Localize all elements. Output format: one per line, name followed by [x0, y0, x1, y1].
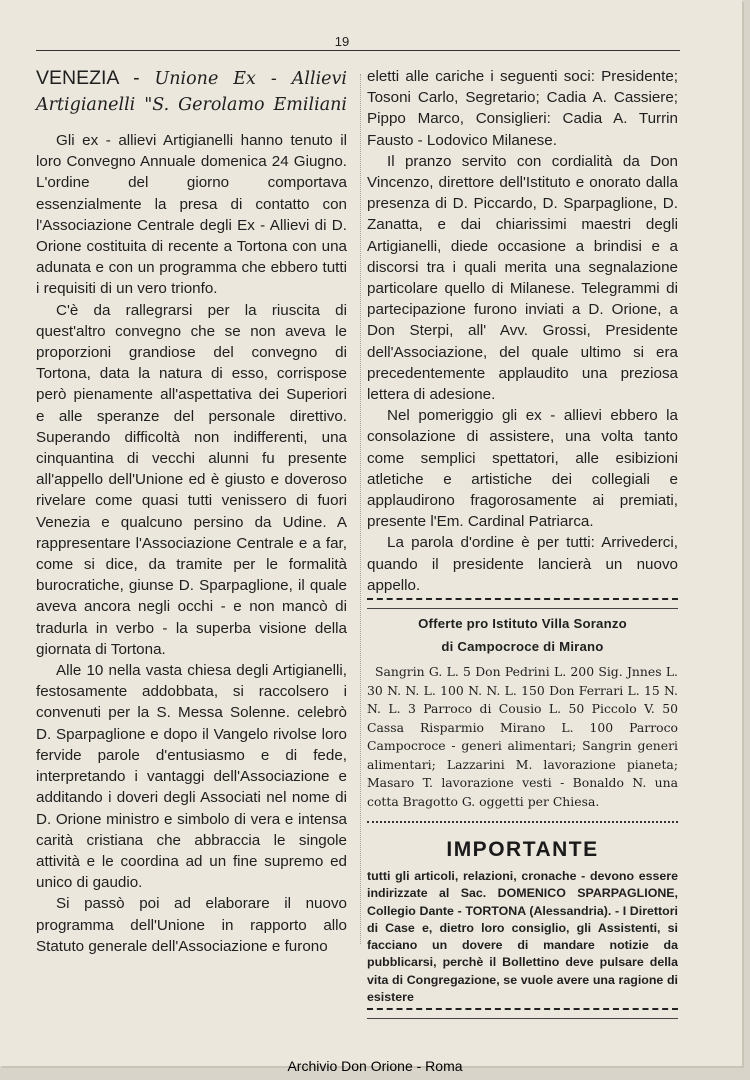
article-paragraph: Gli ex - allievi Artigianelli hanno tenuto il loro Convegno Annuale domenica 24 Giugno. L'ordine del giorno comportava essenzialmente la presa di contatto con l'Associazione Centrale degli Ex - Allievi di D. Orione costituita di recente a Tortona con una adunata e con un programma che ebbero tutti i requisiti di un vero trionfo. — [36, 132, 347, 298]
article-paragraph: Nel pomeriggio gli ex - allievi ebbero la consolazione di assistere, una volta tanto come semplici spettatori, alle esibizioni atletiche e artistiche dei collegiali e applaudirono fragorosamente ai premiati, presente l'Em. Cardinal Patriarca. — [367, 407, 678, 531]
archive-footer: Archivio Don Orione - Roma — [287, 1058, 463, 1074]
offerte-list: Sangrin G. L. 5 Don Pedrini L. 200 Sig. Jnnes L. 30 N. N. L. 100 N. N. L. 150 Don Ferrari L. 15 N. N. L. 3 Parroco di Cousio L. 50 Piccolo V. 50 Cassa Risparmio Mirano L. 100 Parroco Campocroce - generi alimentari; Sangrin generi alimentari; Lazzarini M. lavorazione pianeta; Masaro T. lavorazione vesti - Bonaldo N. una cotta Bragotto G. oggetti per Chiesa. — [367, 664, 678, 809]
ornamental-rule — [367, 1008, 678, 1019]
importante-text: tutti gli articoli, relazioni, cronache - devono essere indirizzate al Sac. DOMENICO SPARPAGLIONE, Collegio Dante - TORTONA (Alessandria). - I Direttori di Case e, dietro loro consiglio, gli Assistenti, si facciano un dovere di mandare notizie da pubblicarsi, perchè il Bollettino deve pulsare della vita di Congregazione, se vuole avere una ragione di esistere — [367, 869, 678, 1004]
ornamental-rule — [367, 817, 678, 823]
importante-notice — [367, 839, 678, 1006]
article-paragraph: La parola d'ordine è per tutti: Arrivederci, quando il presidente lancierà un nuovo appello. — [367, 534, 678, 594]
column-divider — [360, 74, 361, 944]
ornamental-rule — [367, 598, 678, 609]
article-title — [36, 66, 347, 118]
left-column — [36, 66, 347, 957]
offerte-title-line1: Offerte pro Istituto Villa Soranzo — [418, 616, 627, 632]
article-paragraph: Alle 10 nella vasta chiesa degli Artigianelli, festosamente addobbata, si raccolsero i convenuti per la S. Messa Solenne. celebrò D. Sparpaglione e dopo il Vangelo rivolse loro fervide parole d'entusiasmo e di fede, interpretando i vantaggi dell'Associazione e additando i doveri degli Associati nel nome di D. Orione ministro e simbolo di vera e intensa carità cristiana che abbraccia le singole attività e le coordina ad un fine supremo ed unico di gaudio. — [36, 662, 347, 892]
importante-heading: IMPORTANTE — [446, 838, 599, 862]
article-paragraph: C'è da rallegrarsi per la riuscita di quest'altro convegno che se non aveva le proporzioni grandiose del convegno di Tortona, data la natura di esso, corrispose però pienamente all'aspettativa dei Superiori e alle speranze del personale direttivo. Superando difficoltà non indifferenti, una cinquantina di vecchi alunni fu presente all'appello dell'Unione ed è giusto e doveroso rivelare come quasi tutti venissero di fuori Venezia e qualcuno persino da Udine. A rappresentare l'Associazione Centrale e a far, come si dice, da tramite per le formalità burocratiche, giunse D. Sparpaglione, il quale aveva ancora negli occhi - e non mancò di tradurla in verbo - la superba visione della giornata di Tortona. — [36, 301, 347, 658]
page-number: 19 — [334, 34, 350, 49]
article-title-place: VENEZIA - — [36, 67, 140, 89]
right-column — [367, 66, 678, 1023]
article-paragraph: Si passò poi ad elaborare il nuovo programma dell'Unione in rapporto allo Statuto generale dell'Associazione e furono — [36, 895, 347, 955]
header-rule — [36, 50, 680, 51]
offerte-box — [367, 615, 678, 811]
article-title-rest: Unione Ex - Allievi Artigianelli "S. Gerolamo Emiliani — [36, 69, 348, 115]
article-paragraph: eletti alle cariche i seguenti soci: Presidente; Tosoni Carlo, Segretario; Cadia A. Cassiere; Pippo Marco, Consiglieri: Cadia A. Turrin Fausto - Lodovico Milanese. — [367, 68, 678, 149]
offerte-title-line2: di Campocroce di Mirano — [441, 639, 604, 655]
article-paragraph: Il pranzo servito con cordialità da Don Vincenzo, direttore dell'Istituto e onorato dalla presenza di D. Piccardo, D. Sparpaglione, D. Zanatta, e dai chiarissimi maestri degli Artigianelli, diede occasione a brindisi e a discorsi tra i quali merita una segnalazione particolare quello di Milanese. Telegrammi di partecipazione furono inviati a D. Orione, a Don Sterpi, all' Avv. Grossi, Presidente dell'Associazione, del quale ultimo si era precedentemente applaudito una preziosa lettera di adesione. — [367, 152, 678, 404]
